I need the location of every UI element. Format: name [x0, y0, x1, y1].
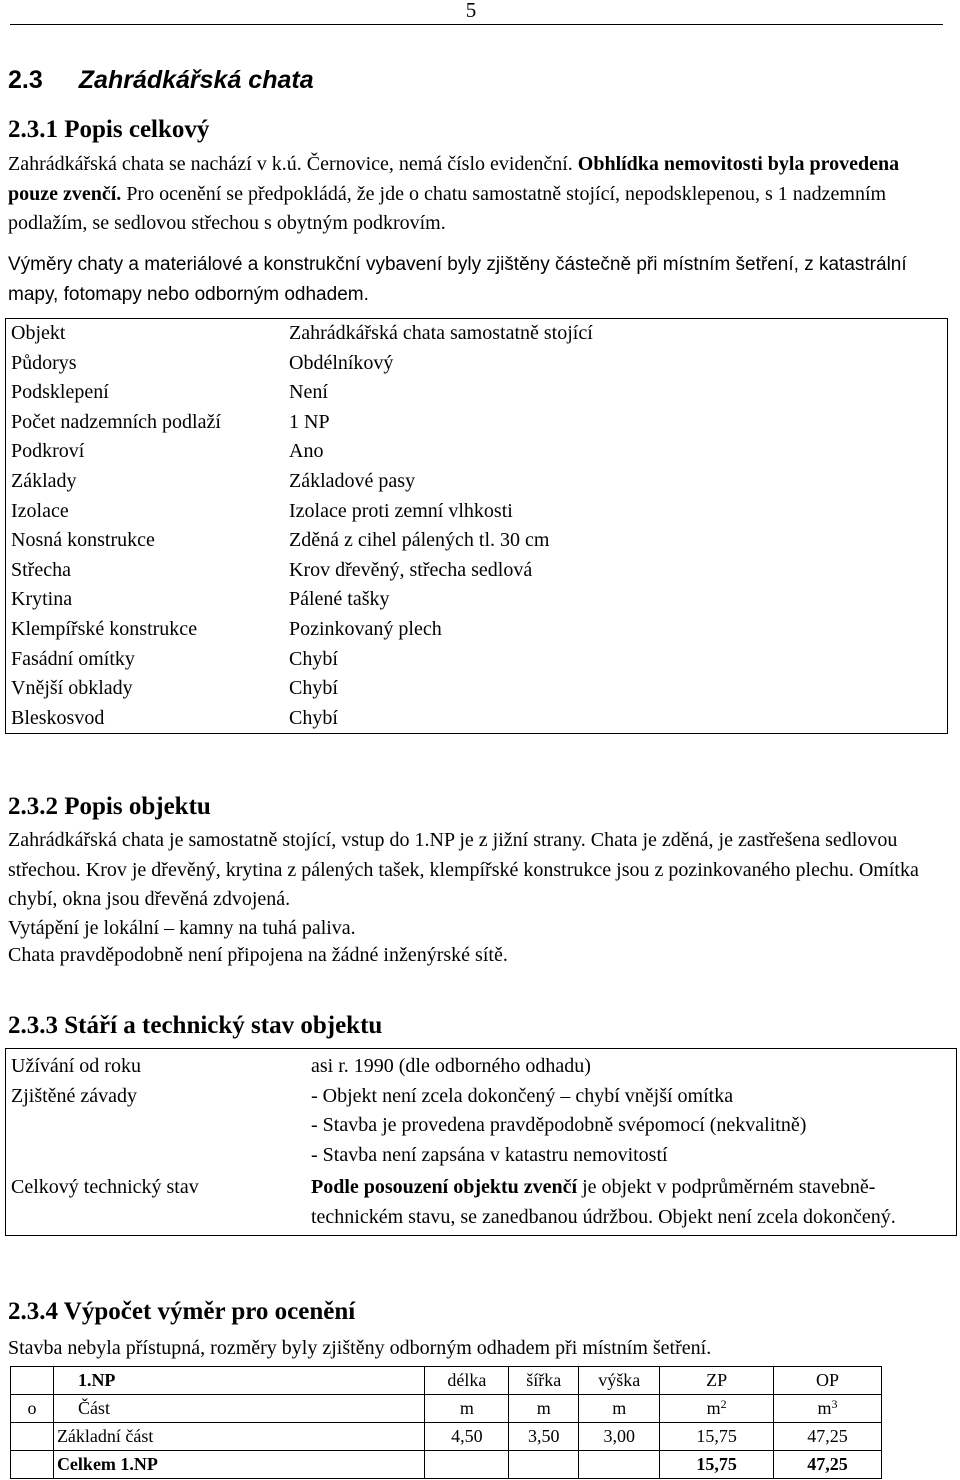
- unit-text: m: [706, 1398, 721, 1418]
- property-description-table: [5, 318, 948, 734]
- total-op: 47,25: [807, 1454, 848, 1474]
- row-label: Bleskosvod: [11, 706, 105, 729]
- row-value: Chybí: [289, 677, 338, 700]
- row-label: Vnější obklady: [11, 677, 133, 700]
- row-label: Izolace: [11, 499, 69, 522]
- row-value: Izolace proti zemní vlhkosti: [289, 499, 513, 522]
- header-cell-op: OP: [774, 1367, 882, 1395]
- subsection-heading-2-3-3: 2.3.3 Stáří a technický stav objektu: [8, 1012, 383, 1039]
- table-row: [6, 1082, 957, 1171]
- header-rule: [10, 24, 943, 25]
- table-row: [6, 497, 948, 527]
- table-row: [6, 319, 948, 349]
- intro-bold-text: Obhlídka nemovitosti byla provedena pouze zvenčí.: [8, 153, 900, 205]
- subsection-heading-2-3-1: 2.3.1 Popis celkový: [8, 116, 210, 143]
- row-value: asi r. 1990 (dle odborného odhadu): [311, 1055, 591, 1077]
- area-calculation-table: [10, 1366, 882, 1479]
- table-row: [6, 408, 948, 438]
- row-label: Klempířské konstrukce: [11, 617, 198, 640]
- header-cell-floor: [53, 1367, 424, 1395]
- table-row: [6, 1170, 957, 1236]
- unit-cell-part: Část: [53, 1395, 424, 1423]
- subsection-heading-2-3-2: 2.3.2 Popis objektu: [8, 793, 211, 820]
- unit-cell: m: [425, 1395, 509, 1423]
- row-value: Chybí: [289, 706, 338, 729]
- cell-empty: [11, 1451, 54, 1479]
- defect-item: - Stavba je provedena pravděpodobně svépomocí (nekvalitně): [311, 1114, 807, 1136]
- condition-bold-text: Podle posouzení objektu zvenčí: [311, 1176, 578, 1198]
- paragraph-calculation: Stavba nebyla přístupná, rozměry byly zjištěny odborným odhadem při místním šetření.: [8, 1337, 712, 1359]
- table-row: [6, 556, 948, 586]
- table-row: [6, 437, 948, 467]
- header-cell-height: výška: [579, 1367, 660, 1395]
- unit-cell: m: [579, 1395, 660, 1423]
- row-label: Podkroví: [11, 440, 85, 463]
- cell-length: 4,50: [425, 1423, 509, 1451]
- table-row: [6, 526, 948, 556]
- cell-width: 3,50: [509, 1423, 579, 1451]
- cell-total-zp: [660, 1451, 774, 1479]
- paragraph-heating: Vytápění je lokální – kamny na tuhá paliva.: [8, 917, 356, 939]
- row-value: Není: [289, 381, 328, 404]
- cell-part-name: Základní část: [53, 1423, 424, 1451]
- unit-cell-zp: [660, 1395, 774, 1423]
- floor-title: 1.NP: [77, 1370, 116, 1390]
- row-value: Zděná z cihel pálených tl. 30 cm: [289, 529, 550, 552]
- row-label: Objekt: [11, 322, 66, 344]
- section-number: 2.3: [8, 66, 43, 94]
- defect-item: - Stavba není zapsána v katastru nemovitostí: [311, 1143, 668, 1166]
- row-value: Obdélníkový: [289, 351, 394, 374]
- cell-total-label: [53, 1451, 424, 1479]
- row-value: [297, 1170, 957, 1236]
- cell-empty: [425, 1451, 509, 1479]
- row-value: Ano: [289, 440, 324, 463]
- row-label: Fasádní omítky: [11, 647, 135, 670]
- header-cell-empty: [11, 1367, 54, 1395]
- unit-superscript: 3: [831, 1397, 838, 1411]
- row-label: Základy: [11, 469, 77, 492]
- paragraph-measurements: Výměry chaty a materiálové a konstrukční vybavení byly zjištěny částečně při místním šetření, z katastrální mapy, fotomapy nebo odborným odhadem.: [8, 254, 907, 305]
- row-label: Počet nadzemních podlaží: [11, 410, 221, 433]
- row-value: Chybí: [289, 647, 338, 670]
- row-value: Pozinkovaný plech: [289, 617, 442, 640]
- row-label: Půdorys: [11, 351, 77, 374]
- condition-text: je objekt v podprůměrném stavebně-technickém stavu, se zanedbanou údržbou. Objekt není zcela dokončený.: [311, 1176, 896, 1228]
- table-row: [6, 1049, 957, 1082]
- cell-empty: [11, 1423, 54, 1451]
- row-value: Základové pasy: [289, 469, 416, 492]
- table-row: [6, 615, 948, 645]
- cell-total-op: [774, 1451, 882, 1479]
- section-heading: [8, 66, 314, 95]
- row-label: Zjištěné závady: [11, 1084, 138, 1107]
- row-label: Krytina: [11, 588, 73, 611]
- section-title: Zahrádkářská chata: [78, 66, 314, 94]
- header-cell-zp: ZP: [660, 1367, 774, 1395]
- row-value: Zahrádkářská chata samostatně stojící: [289, 322, 593, 344]
- row-value: Krov dřevěný, střecha sedlová: [289, 558, 533, 581]
- table-row: [6, 674, 948, 704]
- row-label: Podsklepení: [11, 381, 109, 404]
- paragraph-utilities: Chata pravděpodobně není připojena na žádné inženýrské sítě.: [8, 944, 508, 966]
- paragraph-intro: [8, 150, 948, 239]
- row-label: Užívání od roku: [11, 1055, 141, 1077]
- table-row: [6, 467, 948, 497]
- cell-empty: [579, 1451, 660, 1479]
- header-cell-width: šířka: [509, 1367, 579, 1395]
- page-number: 5: [465, 0, 477, 22]
- cell-op: 47,25: [774, 1423, 882, 1451]
- table-row: [6, 585, 948, 615]
- unit-cell: m: [509, 1395, 579, 1423]
- unit-cell-op: [774, 1395, 882, 1423]
- row-value: 1 NP: [289, 410, 330, 433]
- header-cell-length: délka: [425, 1367, 509, 1395]
- table-units-row: [11, 1395, 882, 1423]
- intro-text: Zahrádkářská chata se nachází v k.ú. Černovice, nemá číslo evidenční.: [8, 153, 578, 175]
- row-label: Nosná konstrukce: [11, 529, 155, 552]
- table-total-row: [11, 1451, 882, 1479]
- table-row: [6, 349, 948, 379]
- paragraph-object-description: Zahrádkářská chata je samostatně stojící, vstup do 1.NP je z jižní strany. Chata je zděná, je zastřešena sedlovou střechou. Krov je dřevěný, krytina z pálených tašek, klempířské konstrukce jsou z pozinkovaného plechu. Omítka chybí, okna jsou dřevěná zdvojená.: [8, 829, 919, 910]
- total-label: Celkem 1.NP: [56, 1454, 158, 1474]
- row-label: Střecha: [11, 558, 71, 581]
- table-header-row: [11, 1367, 882, 1395]
- unit-cell: o: [11, 1395, 54, 1423]
- cell-height: 3,00: [579, 1423, 660, 1451]
- table-row: [11, 1423, 882, 1451]
- defect-item: - Objekt není zcela dokončený – chybí vnější omítka: [311, 1084, 734, 1107]
- intro-text-continued: Pro ocenění se předpokládá, že jde o chatu samostatně stojící, nepodsklepenou, s 1 nadzemním podlažím, se sedlovou střechou s obytným podkrovím.: [8, 182, 887, 234]
- table-row: [6, 704, 948, 734]
- table-row: [6, 378, 948, 408]
- cell-zp: 15,75: [660, 1423, 774, 1451]
- unit-text: m: [817, 1398, 832, 1418]
- table-row: [6, 645, 948, 675]
- cell-empty: [509, 1451, 579, 1479]
- unit-superscript: 2: [720, 1397, 727, 1411]
- row-value: Pálené tašky: [289, 588, 390, 611]
- total-zp: 15,75: [696, 1454, 737, 1474]
- row-label: Celkový technický stav: [11, 1176, 199, 1198]
- row-value: [297, 1082, 957, 1171]
- subsection-heading-2-3-4: 2.3.4 Výpočet výměr pro ocenění: [8, 1298, 356, 1325]
- age-condition-table: [5, 1048, 957, 1236]
